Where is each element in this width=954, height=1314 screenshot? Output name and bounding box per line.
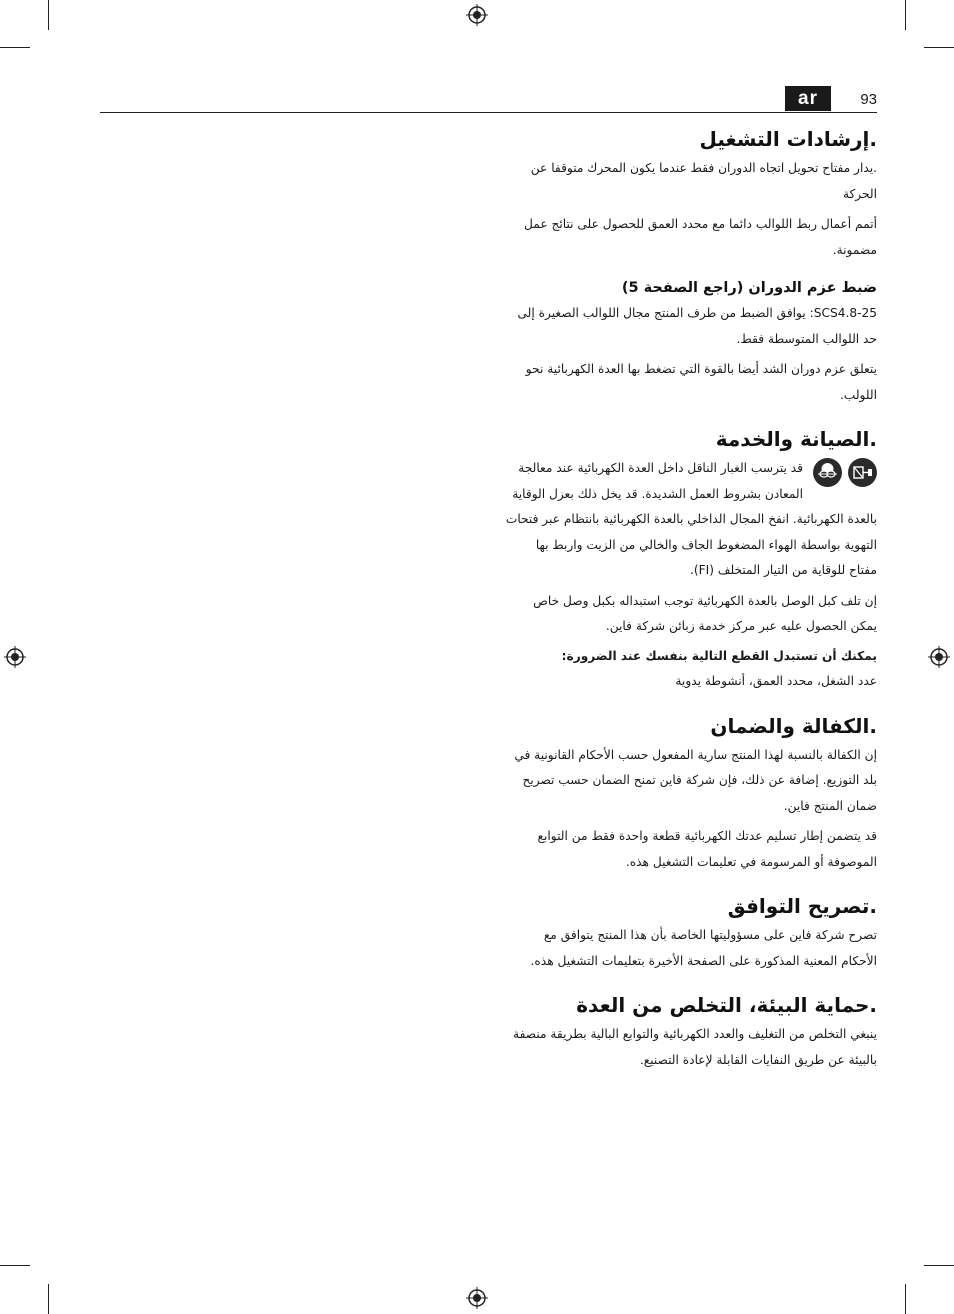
paragraph: أتمم أعمال ربط اللوالب دائما مع محدد العمق للحصول على نتائج عمل مضمونة. <box>524 217 877 257</box>
subsection-title-torque: ضبط عزم الدوران (راجع الصفحة 5) <box>621 280 877 296</box>
page-content <box>505 122 877 1073</box>
crop-mark <box>905 0 906 30</box>
crop-mark <box>924 47 954 48</box>
crop-mark <box>905 1284 906 1314</box>
section-title-operation: .إرشادات التشغيل <box>699 127 877 151</box>
registration-mark-icon <box>466 4 488 26</box>
page-number: 93 <box>860 91 877 108</box>
safety-goggles-icon <box>813 458 842 487</box>
paragraph: قد يترسب الغبار الناقل داخل العدة الكهربائية عند معالجة المعادن بشروط العمل الشديدة. قد يخل ذلك بعزل الوقاية بالعدة الكهربائية. انفخ المجال الداخلي بالعدة الكهربائية بانتظام عبر فتحات التهوية بواسطة الهواء المضغوط الجاف والخالي من الزيت واربط بها مفتاح للوقاية من التيار المتخلف (FI). <box>505 461 877 577</box>
paragraph-bold: يمكنك أن تستبدل القطع التالية بنفسك عند الضرورة: <box>561 648 877 663</box>
header-rule <box>100 112 877 113</box>
crop-mark <box>0 1265 30 1266</box>
warning-icons <box>813 458 877 487</box>
paragraph: تصرح شركة فاين على مسؤوليتها الخاصة بأن هذا المنتج يتوافق مع الأحكام المعنية المذكورة على الصفحة الأخيرة بتعليمات التشغيل هذه. <box>530 928 877 968</box>
unplug-icon <box>848 458 877 487</box>
paragraph: إن الكفالة بالنسبة لهذا المنتج سارية المفعول حسب الأحكام القانونية في بلد التوزيع. إضافة عن ذلك، فإن شركة فاين تمنح الضمان حسب تصريح ضمان المنتج فاين. <box>514 747 877 813</box>
section-title-warranty: .الكفالة والضمان <box>710 713 877 738</box>
section-title-environment: .حماية البيئة، التخلص من العدة <box>576 993 877 1017</box>
registration-mark-icon <box>466 1287 488 1309</box>
crop-mark <box>0 47 30 48</box>
maintenance-block <box>505 456 877 584</box>
paragraph: .يدار مفتاح تحويل اتجاه الدوران فقط عندما يكون المحرك متوقفا عن الحركة <box>530 161 877 201</box>
paragraph: يتعلق عزم دوران الشد أيضا بالقوة التي تضغط بها العدة الكهربائية نحو اللولب. <box>525 362 877 402</box>
section-title-maintenance: .الصيانة والخدمة <box>715 427 877 451</box>
language-tab: ar <box>785 86 831 111</box>
paragraph: إن تلف كبل الوصل بالعدة الكهربائية توجب استبداله بكبل وصل خاص يمكن الحصول عليه عبر مركز خدمة زبائن شركة فاين. <box>533 593 877 633</box>
crop-mark <box>48 1284 49 1314</box>
section-title-conformity: .تصريح التوافق <box>727 894 877 918</box>
paragraph: عدد الشغل، محدد العمق، أنشوطة يدوية <box>675 674 877 688</box>
paragraph: ينبغي التخلص من التغليف والعدد الكهربائية والتوابع البالية بطريقة منصفة بالبيئة عن طريق النفايات القابلة لإعادة التصنيع. <box>513 1027 877 1067</box>
crop-mark <box>924 1265 954 1266</box>
registration-mark-icon <box>928 646 950 668</box>
paragraph: قد يتضمن إطار تسليم عدتك الكهربائية قطعة واحدة فقط من التوابع الموصوفة أو المرسومة في تعليمات التشغيل هذه. <box>537 829 877 869</box>
crop-mark <box>48 0 49 30</box>
paragraph: SCS4.8-25: يوافق الضبط من طرف المنتج مجال اللوالب الصغيرة إلى حد اللوالب المتوسطة فقط. <box>517 306 877 346</box>
registration-mark-icon <box>4 646 26 668</box>
